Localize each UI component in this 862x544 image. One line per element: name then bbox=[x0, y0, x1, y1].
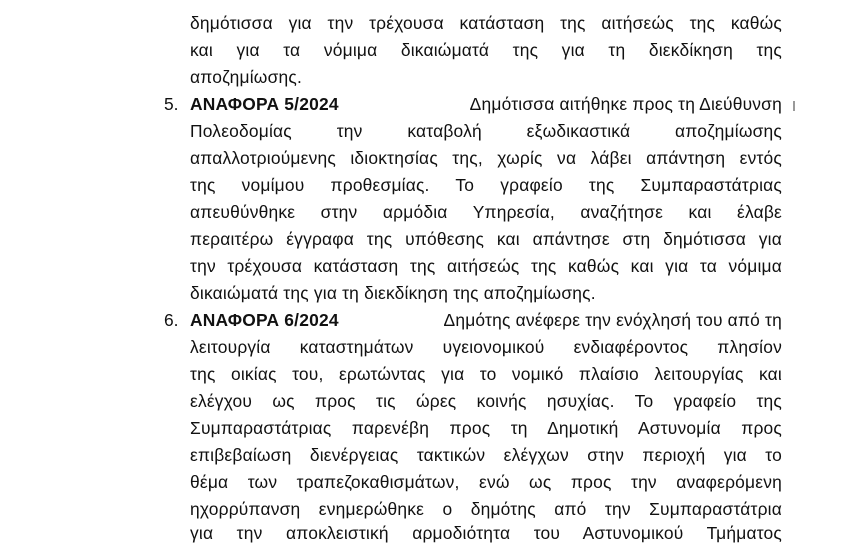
item-first-line bbox=[190, 309, 782, 331]
list-number: 6. bbox=[164, 310, 179, 330]
item-line: απευθύνθηκε στην αρμόδια Υπηρεσία, αναζήτησε και έλαβε bbox=[190, 202, 782, 222]
intro-line: αποζημίωσης. bbox=[190, 67, 302, 87]
item-line: δικαιώματά της για τη διεκδίκηση της αποζημίωσης. bbox=[190, 283, 596, 303]
item-first-line bbox=[190, 93, 782, 115]
item-line: περαιτέρω έγγραφα της υπόθεσης και απάντησε στη δημότισσα για bbox=[190, 229, 782, 249]
item-line: επιβεβαίωση διενέργειας τακτικών ελέγχων στην περιοχή για το bbox=[190, 445, 782, 465]
item-text: Δημότισσα αιτήθηκε προς τη Διεύθυνση bbox=[469, 94, 782, 114]
item-line: απαλλοτριούμενης ιδιοκτησίας της, χωρίς να λάβει απάντηση εντός bbox=[190, 148, 782, 168]
intro-line: και για τα νόμιμα δικαιώματά της για τη διεκδίκηση της bbox=[190, 40, 782, 60]
item-line: θέμα των τραπεζοκαθισμάτων, ενώ ως προς την αναφερόμενη bbox=[190, 472, 782, 492]
item-line: ελέγχου ως προς τις ώρες κοινής ησυχίας. Το γραφείο της bbox=[190, 391, 782, 411]
item-line: την τρέχουσα κατάσταση της αιτήσεώς της καθώς και για τα νόμιμα bbox=[190, 256, 782, 276]
list-number: 5. bbox=[164, 94, 179, 114]
margin-mark bbox=[793, 101, 795, 111]
item-line: λειτουργία καταστημάτων υγειονομικού ενδιαφέροντος πλησίον bbox=[190, 337, 782, 357]
report-heading: ΑΝΑΦΟΡΑ 6/2024 bbox=[190, 310, 339, 330]
report-heading: ΑΝΑΦΟΡΑ 5/2024 bbox=[190, 94, 339, 114]
item-line: για την αποκλειστική αρμοδιότητα του Αστυνομικού Τμήματος bbox=[190, 523, 782, 543]
item-line: Συμπαραστάτριας παρενέβη προς τη Δημοτική Αστυνομία προς bbox=[190, 418, 782, 438]
item-line: της οικίας του, ερωτώντας για το νομικό πλαίσιο λειτουργίας και bbox=[190, 364, 782, 384]
intro-line: δημότισσα για την τρέχουσα κατάσταση της αιτήσεώς της καθώς bbox=[190, 13, 782, 33]
item-text: Δημότης ανέφερε την ενόχλησή του από τη bbox=[443, 310, 782, 330]
item-line: ηχορρύπανση ενημερώθηκε ο δημότης από την Συμπαραστάτρια bbox=[190, 499, 782, 519]
item-line: της νομίμου προθεσμίας. Το γραφείο της Συμπαραστάτριας bbox=[190, 175, 782, 195]
item-line: Πολεοδομίας την καταβολή εξωδικαστικά αποζημίωσης bbox=[190, 121, 782, 141]
